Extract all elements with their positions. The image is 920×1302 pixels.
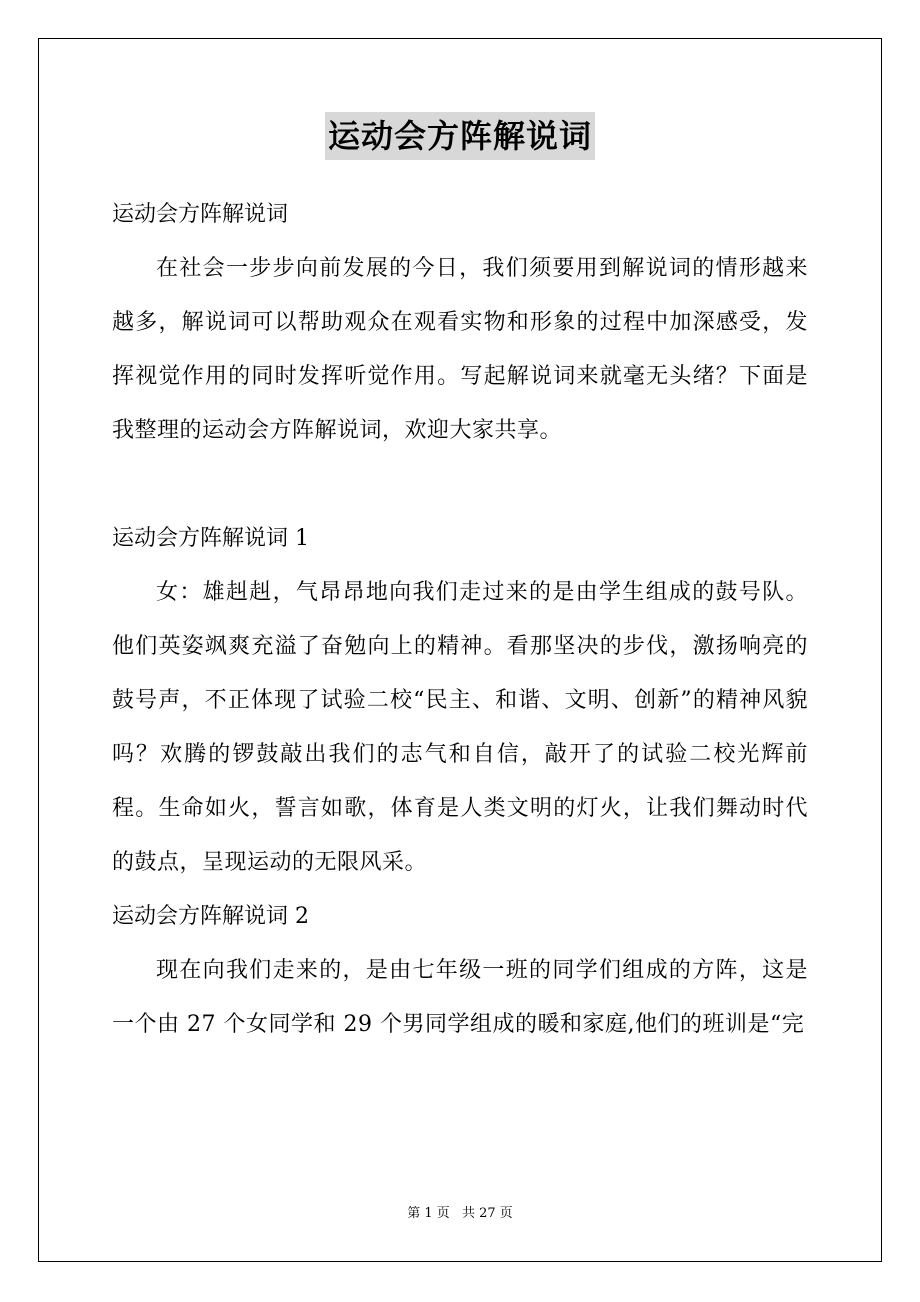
- title-wrap: [0, 112, 920, 160]
- intro-heading: 运动会方阵解说词: [112, 202, 289, 227]
- intro-paragraph: 在社会一步步向前发展的今日，我们须要用到解说词的情形越来越多，解说词可以帮助观众在观看实物和形象的过程中加深感受，发挥视觉作用的同时发挥听觉作用。写起解说词来就毫无头绪？下面是我整理的运动会方阵解说词，欢迎大家共享。: [112, 256, 808, 443]
- document-body: [112, 188, 808, 1052]
- section-spacer: [112, 458, 808, 512]
- section-heading-2: 运动会方阵解说词 2: [112, 904, 309, 929]
- document-title: 运动会方阵解说词: [325, 112, 595, 160]
- section-paragraph-2: 现在向我们走来的，是由七年级一班的同学们组成的方阵，这是一个由 27 个女同学和 29 个男同学组成的暖和家庭,他们的班训是“完: [112, 958, 808, 1037]
- section-paragraph-1: 女：雄赳赳，气昂昂地向我们走过来的是由学生组成的鼓号队。他们英姿飒爽充溢了奋勉向上的精神。看那坚决的步伐，激扬响亮的鼓号声，不正体现了试验二校“民主、和谐、文明、创新”的精神风貌吗？欢腾的锣鼓敲出我们的志气和自信，敲开了的试验二校光辉前程。生命如火，誓言如歌，体育是人类文明的灯火，让我们舞动时代的鼓点，呈现运动的无限风采。: [112, 580, 808, 875]
- page-total: 共 27 页: [461, 1206, 513, 1221]
- page-number: 第 1 页: [407, 1206, 450, 1221]
- page-footer: [0, 1204, 920, 1224]
- section-heading-1: 运动会方阵解说词 1: [112, 526, 309, 551]
